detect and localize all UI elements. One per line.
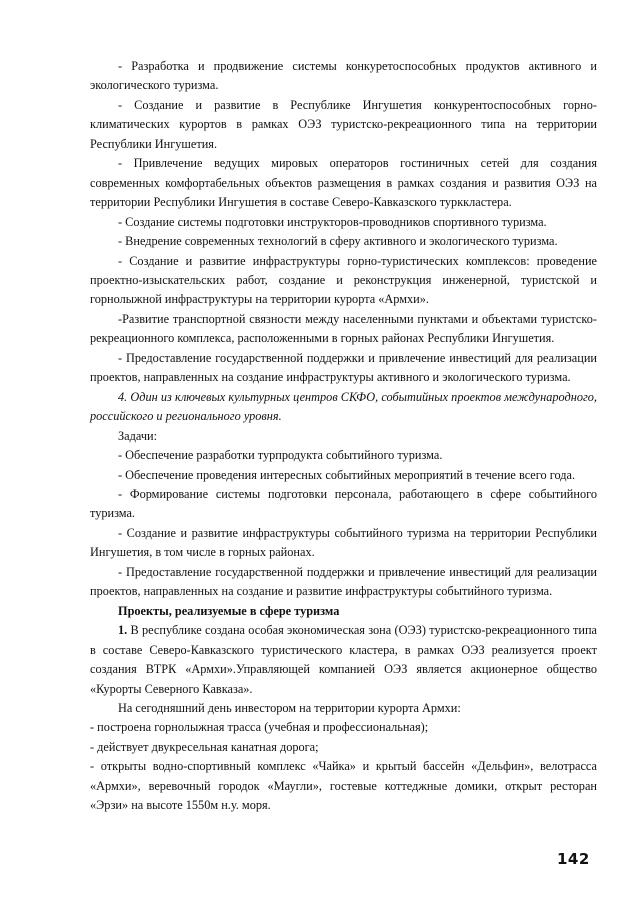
- paragraph-21: - открыты водно-спортивный комплекс «Чайка» и крытый бассейн «Дельфин», велотрасса «Армхи», веревочный городок «Маугли», гостевые коттеджные домики, открыт ресторан «Эрзи» на высоте 1550м н.у. моря.: [90, 759, 597, 813]
- paragraph-3: - Привлечение ведущих мировых операторов гостиничных сетей для создания современных комфортабельных объектов размещения в рамках создания и развития ОЭЗ на территории Республики Ингушетия в составе Северо-Кавказского турккластера.: [90, 156, 597, 210]
- project-1-paragraph: [90, 621, 597, 699]
- paragraph-4: - Создание системы подготовки инструкторов-проводников спортивного туризма.: [118, 214, 547, 229]
- tasks-label: Задачи:: [118, 428, 158, 443]
- paragraph-15: - Предоставление государственной поддержки и привлечение инвестиций для реализации проектов, направленных на создание и развитие инфраструктуры событийного туризма.: [90, 564, 597, 599]
- projects-heading: Проекты, реализуемые в сфере туризма: [118, 603, 340, 618]
- paragraph-6: - Создание и развитие инфраструктуры горно-туристических комплексов: проведение проектно-изыскательских работ, создание и реконструкция инженерной, туристской и горнолыжной инфраструктуры на территории курорта «Армхи».: [90, 253, 597, 307]
- paragraph-14: - Создание и развитие инфраструктуры событийного туризма на территории Республики Ингушетия, в том числе в горных районах.: [90, 525, 597, 560]
- paragraph-7: -Развитие транспортной связности между населенными пунктами и объектами туристско-рекреационного комплекса, расположенными в горных районах Республики Ингушетия.: [90, 311, 597, 346]
- paragraph-19: - построена горнолыжная трасса (учебная и профессиональная);: [90, 720, 429, 735]
- project-1-number: 1.: [118, 623, 128, 638]
- paragraph-2: - Создание и развитие в Республике Ингушетия конкурентоспособных горно-климатических курортов в рамках ОЭЗ туристско-рекреационного типа на территории Республики Ингушетия.: [90, 97, 597, 151]
- section-4-heading: 4. Один из ключевых культурных центров СКФО, событийных проектов международного, российского и регионального уровня.: [90, 389, 597, 424]
- paragraph-18: На сегодняшний день инвестором на территории курорта Армхи:: [118, 700, 461, 715]
- document-body: [90, 57, 597, 816]
- paragraph-12: - Обеспечение проведения интересных событийных мероприятий в течение всего года.: [118, 467, 576, 482]
- paragraph-8: - Предоставление государственной поддержки и привлечение инвестиций для реализации проектов, направленных на создание инфраструктуры активного и экологического туризма.: [90, 350, 597, 385]
- project-1-text: В республике создана особая экономическая зона (ОЭЗ) туристско-рекреационного типа в составе Северо-Кавказского туристического кластера, в рамках ОЭЗ реализуется проект создания ВТРК «Армхи».Управляющей компанией ОЭЗ является акционерное общество «Курорты Северного Кавказа».: [90, 623, 597, 696]
- page-number: 142: [557, 850, 590, 868]
- paragraph-11: - Обеспечение разработки турпродукта событийного туризма.: [118, 448, 443, 463]
- paragraph-5: - Внедрение современных технологий в сферу активного и экологического туризма.: [118, 234, 558, 249]
- paragraph-1: - Разработка и продвижение системы конкуретоспособных продуктов активного и экологического туризма.: [90, 59, 597, 93]
- paragraph-20: - действует двукресельная канатная дорога;: [90, 739, 319, 754]
- paragraph-13: - Формирование системы подготовки персонала, работающего в сфере событийного туризма.: [90, 486, 597, 521]
